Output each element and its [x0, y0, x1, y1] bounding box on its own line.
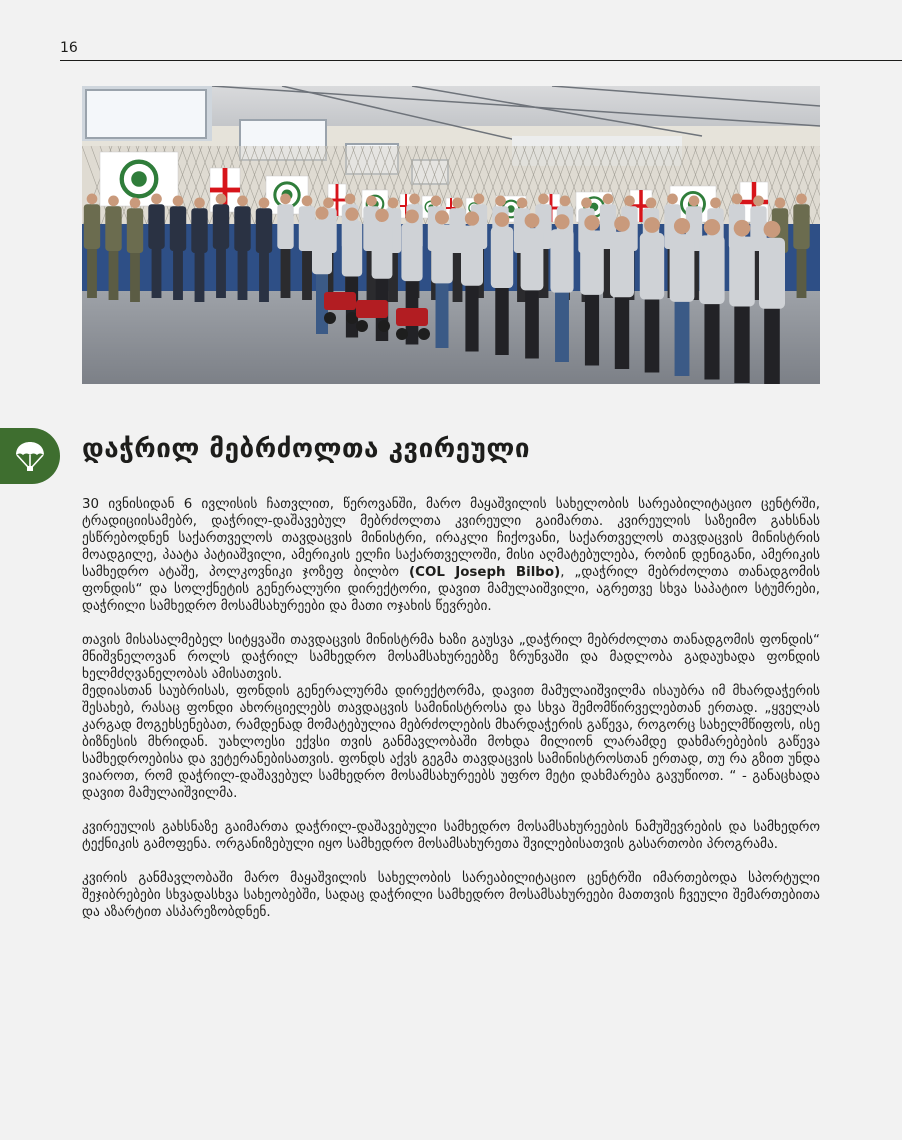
section-tab [0, 428, 60, 484]
section-title: დაჭრილ მებრძოლთა კვირეული [82, 434, 530, 464]
paragraph-2: თავის მისასალმებელ სიტყვაში თავდაცვის მინისტრმა ხაზი გაუსვა „დაჭრილ მებრძოლთა თანადგომის ფონდის“ მნიშვნელოვან როლს დაჭრილ სამხედრო მოსამსახურეებზე ზრუნვაში და მადლობა გადაუხადა ფონდის ხელმძღვანელობას ამისათვის. [82, 633, 820, 682]
paragraph-4: კვირეულის გახსნაზე გაიმართა დაჭრილ-დაშავებული სამხედრო მოსამსახურეების ნამუშევრების და სამხედრო ტექნიკის გამოფენა. ორგანიზებული იყო სამხედრო მოსამსახურეთა შვილებისათვის გასართობი პროგრამა. [82, 820, 820, 852]
page-number: 16 [60, 40, 78, 56]
header-rule [60, 60, 902, 61]
paragraph-1-bold: (COL Joseph Bilbo) [409, 565, 561, 580]
article-body [82, 496, 820, 921]
parachute-icon [13, 439, 47, 473]
paragraph-1-part-a: 30 ივნისიდან 6 ივლისის ჩათვლით, წეროვანში, მარო მაყაშვილის სახელობის სარეაბილიტაციო ცენტრში, ტრადიციისამებრ, დაჭრილ-დაშავებულ მებრძოლთა კვირეული გაიმართა. კვირეულის საზეიმო გახსნას ესწრებოდნენ საქართველოს თავდაცვის მინისტრი, ირაკლი ჩიქოვანი, საქართველოს თავდაცვის მინისტრის მოადგილე, პაატა პატიაშვილი, ამერიკის ელჩი საქართველოში, მისი აღმატებულება, რობინ დენიგანი, ამერიკის სამხედრო ატაშე, პოლკოვნიკი ჯოზეფ ბილბო [82, 497, 820, 580]
event-photo [82, 86, 820, 384]
paragraph-5: კვირის განმავლობაში მარო მაყაშვილის სახელობის სარეაბილიტაციო ცენტრში იმართებოდა სპორტული შეჯიბრებები სხვადასხვა სახეობებში, სადაც დაჭრილი სამხედრო მოსამსახურეები მათთვის ჩვეული შემართებითა და აზარტით ასპარეზობდნენ. [82, 871, 820, 920]
paragraph-3: მედიასთან საუბრისას, ფონდის გენერალურმა დირექტორმა, დავით მამულაიშვილმა ისაუბრა იმ მხარდაჭერის შესახებ, რასაც ფონდი ახორციელებს თავდაცვის სამინისტროსა და სხვა შემომწირველებთან ერთად. „ყველას კარგად მოგეხსენებათ, რამდენად მომატებულია მებრძოლების მხარდაჭერის გაწევა, როგორც სახელმწიფოს, ისე ბიზნესის მხრიდან. უახლოესი ექვსი თვის განმავლობაში მოხდა მილიონ ლარამდე დახმარებების გაწევა სამხედროებისა და ვეტერანებისათვის. ფონდს აქვს გეგმა თავდაცვის სამინისტროსთან ერთად, თუ რა გზით უნდა ვიაროთ, რომ დაჭრილ-დაშავებულ სამხედრო მოსამსახურეებს უფრო მეტი დახმარება გავუწიოთ. “ - განაცხადა დავით მამულაიშვილმა. [82, 684, 820, 801]
paragraph-1 [82, 496, 820, 615]
paragraph-1-part-b: , „დაჭრილ მებრძოლთა თანადგომის ფონდის“ და სოლქნეტის გენერალური დირექტორი, დავით მამულაიშვილი, აგრეთვე სხვა საპატიო სტუმრები, დაჭრილი სამხედრო მოსამსახურეები და მათი ოჯახის წევრები. [82, 565, 820, 614]
